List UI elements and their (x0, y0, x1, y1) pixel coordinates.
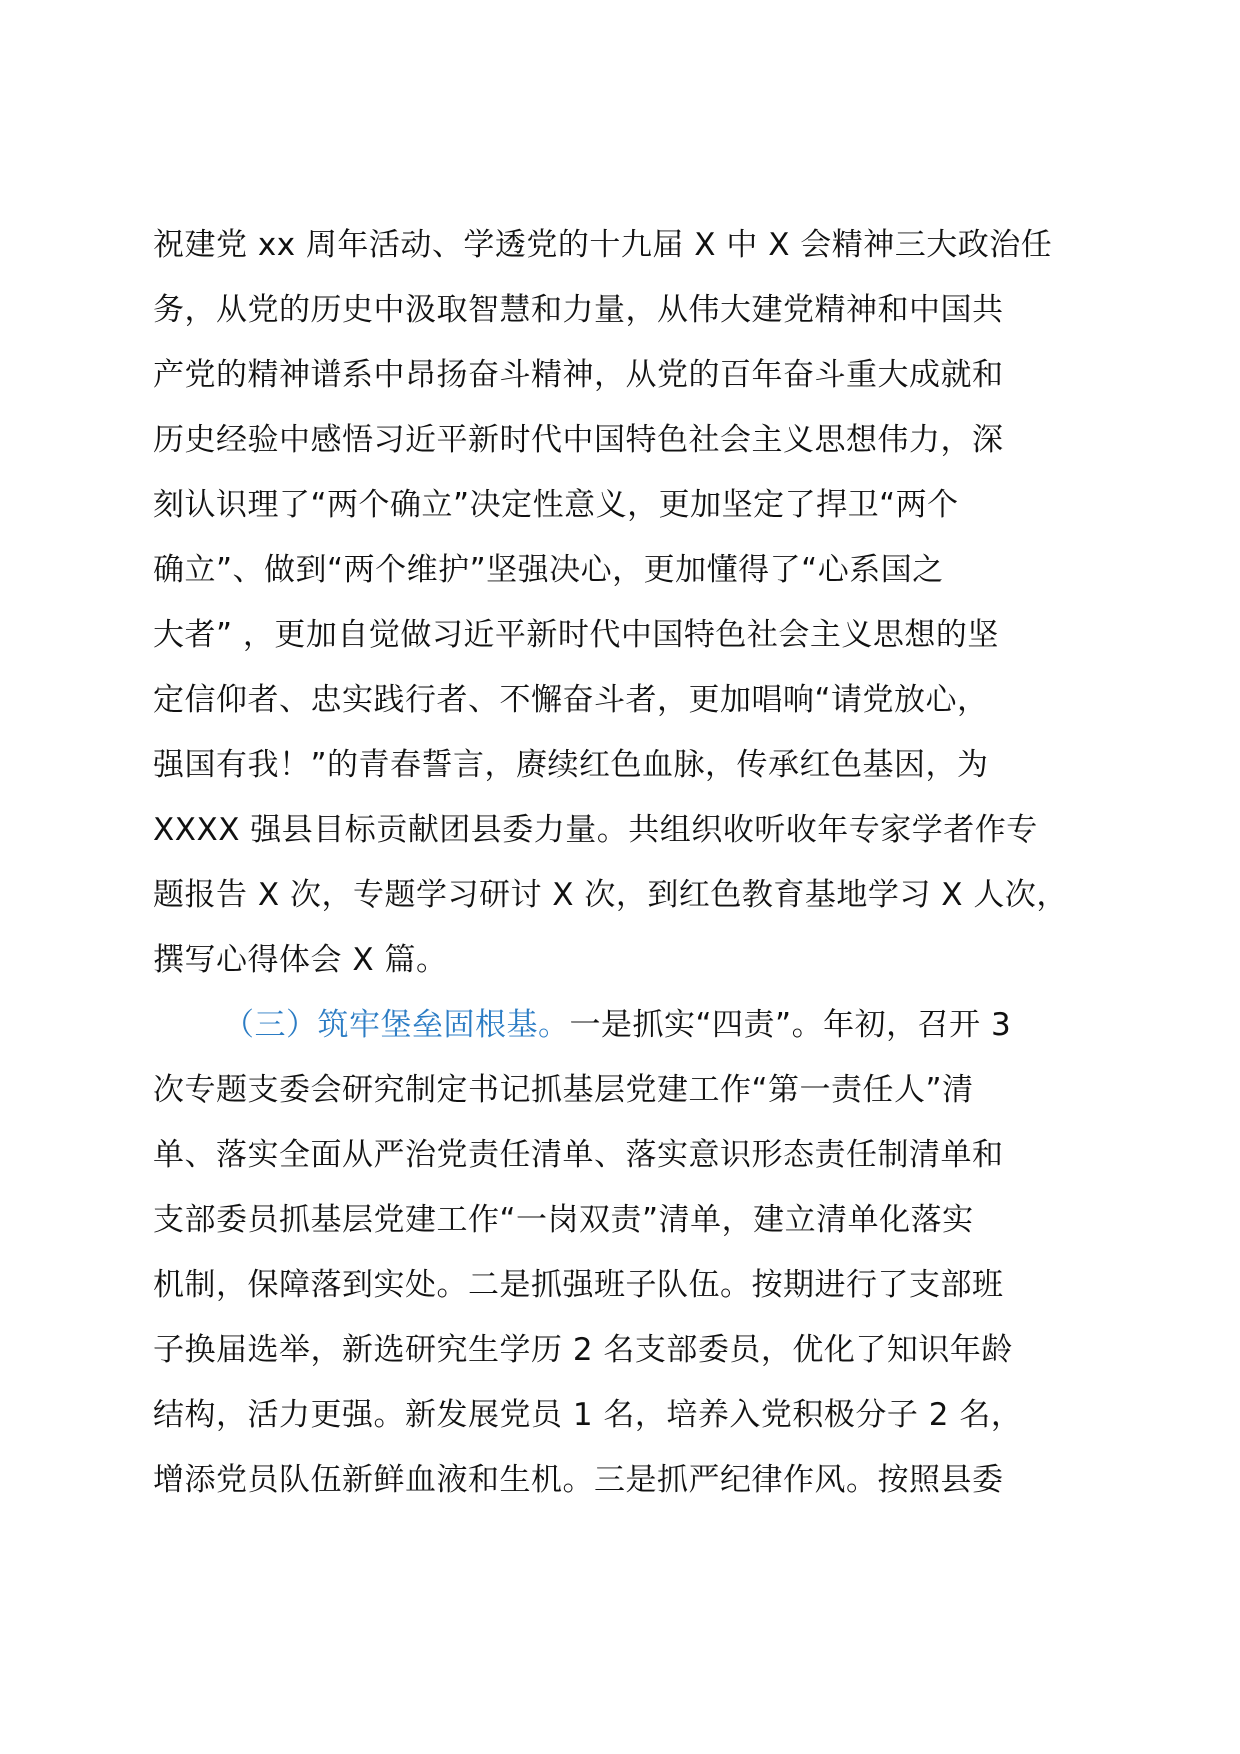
body-line: 强国有我！”的青春誓言，赓续红色血脉，传承红色基因，为 (153, 747, 989, 783)
body-line: 刻认识理了“两个确立”决定性意义，更加坚定了捍卫“两个 (153, 487, 959, 523)
body-line: 定信仰者、忠实践行者、不懈奋斗者，更加唱响“请党放心， (153, 682, 989, 718)
body-line: 确立”、做到“两个维护”坚强决心，更加懂得了“心系国之 (153, 552, 944, 588)
body-line: XXXX 强县目标贡献团县委力量。共组织收听收年专家学者作专 (153, 812, 1038, 848)
body-line: 结构，活力更强。新发展党员 1 名，培养入党积极分子 2 名， (153, 1397, 1023, 1433)
body-line: 大者” ，更加自觉做习近平新时代中国特色社会主义思想的坚 (153, 617, 999, 653)
body-line: 增添党员队伍新鲜血液和生机。三是抓严纪律作风。按照县委 (153, 1462, 1004, 1498)
section-heading-line (153, 993, 1093, 1058)
body-line: 祝建党 xx 周年活动、学透党的十九届 X 中 X 会精神三大政治任 (153, 227, 1053, 263)
body-line: 题报告 X 次，专题学习研讨 X 次，到红色教育基地学习 X 人次， (153, 877, 1068, 913)
body-line: 单、落实全面从严治党责任清单、落实意识形态责任制清单和 (153, 1137, 1004, 1173)
body-line: 务，从党的历史中汲取智慧和力量，从伟大建党精神和中国共 (153, 292, 1004, 328)
document-body (153, 213, 1093, 1513)
body-line: 产党的精神谱系中昂扬奋斗精神，从党的百年奋斗重大成就和 (153, 357, 1004, 393)
section-heading-rest: 一是抓实“四责”。年初，召开 3 (569, 1007, 1012, 1043)
section-heading: （三）筑牢堡垒固根基。 (223, 1007, 570, 1043)
body-line: 支部委员抓基层党建工作“一岗双责”清单，建立清单化落实 (153, 1202, 974, 1238)
body-line: 机制，保障落到实处。二是抓强班子队伍。按期进行了支部班 (153, 1267, 1004, 1303)
body-line: 历史经验中感悟习近平新时代中国特色社会主义思想伟力，深 (153, 422, 1004, 458)
body-line: 次专题支委会研究制定书记抓基层党建工作“第一责任人”清 (153, 1072, 974, 1108)
body-line: 撰写心得体会 X 篇。 (153, 942, 448, 978)
body-line: 子换届选举，新选研究生学历 2 名支部委员，优化了知识年龄 (153, 1332, 1013, 1368)
